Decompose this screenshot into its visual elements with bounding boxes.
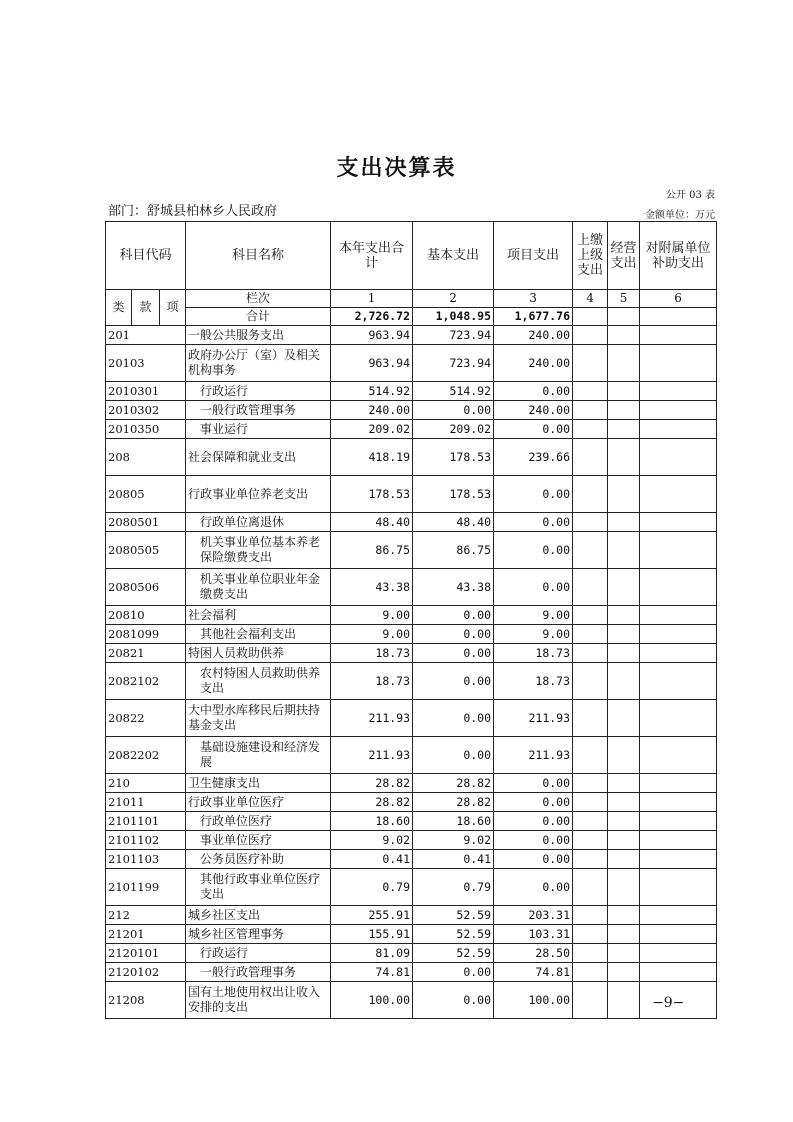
project-sum: 1,677.76 xyxy=(494,308,573,326)
row-code: 2010302 xyxy=(106,401,186,420)
column-index-row xyxy=(106,290,717,308)
row-total: 211.93 xyxy=(331,700,413,737)
table-row xyxy=(106,737,717,774)
row-basic: 178.53 xyxy=(413,439,494,476)
row-total: 514.92 xyxy=(331,382,413,401)
total-row xyxy=(106,308,717,326)
row-basic: 0.00 xyxy=(413,401,494,420)
row-code: 2101102 xyxy=(106,831,186,850)
header-subsidy: 对附属单位补助支出 xyxy=(640,222,717,290)
row-project: 0.00 xyxy=(494,774,573,793)
col-index-4: 4 xyxy=(573,290,608,308)
row-basic: 18.60 xyxy=(413,812,494,831)
row-code: 2101103 xyxy=(106,850,186,869)
row-total: 28.82 xyxy=(331,793,413,812)
row-code: 2010301 xyxy=(106,382,186,401)
row-project: 0.00 xyxy=(494,420,573,439)
row-name: 行政事业单位医疗 xyxy=(186,793,331,812)
row-basic: 0.00 xyxy=(413,982,494,1019)
row-code: 20810 xyxy=(106,606,186,625)
row-project: 240.00 xyxy=(494,326,573,345)
header-project: 项目支出 xyxy=(494,222,573,290)
row-name: 城乡社区支出 xyxy=(186,906,331,925)
row-basic: 86.75 xyxy=(413,532,494,569)
row-basic: 0.00 xyxy=(413,737,494,774)
row-code: 20103 xyxy=(106,345,186,382)
total-sum: 2,726.72 xyxy=(331,308,413,326)
row-name: 社会福利 xyxy=(186,606,331,625)
table-row xyxy=(106,963,717,982)
row-basic: 0.00 xyxy=(413,663,494,700)
table-row xyxy=(106,925,717,944)
row-project: 18.73 xyxy=(494,663,573,700)
row-basic: 0.00 xyxy=(413,963,494,982)
row-code: 2080506 xyxy=(106,569,186,606)
row-project: 240.00 xyxy=(494,345,573,382)
row-total: 178.53 xyxy=(331,476,413,513)
row-project: 0.00 xyxy=(494,850,573,869)
row-basic: 0.00 xyxy=(413,625,494,644)
row-total: 18.73 xyxy=(331,663,413,700)
row-total: 0.41 xyxy=(331,850,413,869)
row-code: 2080501 xyxy=(106,513,186,532)
col-index-3: 3 xyxy=(494,290,573,308)
table-row xyxy=(106,625,717,644)
table-row xyxy=(106,326,717,345)
table-row xyxy=(106,644,717,663)
unit-label: 金额单位：万元 xyxy=(645,210,715,221)
row-total: 18.60 xyxy=(331,812,413,831)
table-row xyxy=(106,532,717,569)
row-total: 9.02 xyxy=(331,831,413,850)
row-code: 201 xyxy=(106,326,186,345)
row-project: 211.93 xyxy=(494,737,573,774)
row-name: 事业运行 xyxy=(186,420,331,439)
table-row xyxy=(106,793,717,812)
row-total: 0.79 xyxy=(331,869,413,906)
row-code: 2120101 xyxy=(106,944,186,963)
row-project: 0.00 xyxy=(494,476,573,513)
table-row xyxy=(106,569,717,606)
row-total: 43.38 xyxy=(331,569,413,606)
row-project: 28.50 xyxy=(494,944,573,963)
row-name: 行政单位医疗 xyxy=(186,812,331,831)
row-project: 103.31 xyxy=(494,925,573,944)
row-project: 0.00 xyxy=(494,569,573,606)
row-basic: 52.59 xyxy=(413,944,494,963)
row-basic: 28.82 xyxy=(413,793,494,812)
header-business: 经营支出 xyxy=(608,222,640,290)
row-total: 18.73 xyxy=(331,644,413,663)
table-row xyxy=(106,345,717,382)
row-basic: 209.02 xyxy=(413,420,494,439)
row-project: 0.00 xyxy=(494,812,573,831)
col-index-1: 1 xyxy=(331,290,413,308)
row-basic: 0.41 xyxy=(413,850,494,869)
row-code: 2101199 xyxy=(106,869,186,906)
table-row xyxy=(106,982,717,1019)
row-project: 240.00 xyxy=(494,401,573,420)
table-row xyxy=(106,606,717,625)
total-label: 合计 xyxy=(186,308,331,326)
row-code: 20822 xyxy=(106,700,186,737)
row-project: 0.00 xyxy=(494,831,573,850)
row-name: 一般行政管理事务 xyxy=(186,963,331,982)
row-name: 机关事业单位基本养老保险缴费支出 xyxy=(186,532,331,569)
basic-sum: 1,048.95 xyxy=(413,308,494,326)
table-row xyxy=(106,420,717,439)
header-code: 科目代码 xyxy=(106,222,186,290)
row-basic: 723.94 xyxy=(413,345,494,382)
row-project: 0.00 xyxy=(494,382,573,401)
header-xiang: 项 xyxy=(160,290,186,326)
row-name: 一般行政管理事务 xyxy=(186,401,331,420)
row-name: 机关事业单位职业年金缴费支出 xyxy=(186,569,331,606)
row-basic: 48.40 xyxy=(413,513,494,532)
table-row xyxy=(106,439,717,476)
row-project: 9.00 xyxy=(494,606,573,625)
row-project: 0.00 xyxy=(494,513,573,532)
row-basic: 43.38 xyxy=(413,569,494,606)
row-name: 社会保障和就业支出 xyxy=(186,439,331,476)
row-total: 155.91 xyxy=(331,925,413,944)
row-basic: 9.02 xyxy=(413,831,494,850)
row-code: 212 xyxy=(106,906,186,925)
row-basic: 514.92 xyxy=(413,382,494,401)
row-code: 21208 xyxy=(106,982,186,1019)
table-row xyxy=(106,700,717,737)
row-total: 100.00 xyxy=(331,982,413,1019)
header-total: 本年支出合计 xyxy=(331,222,413,290)
col-index-6: 6 xyxy=(640,290,717,308)
row-project: 211.93 xyxy=(494,700,573,737)
row-code: 2010350 xyxy=(106,420,186,439)
header-row xyxy=(106,222,717,290)
row-code: 208 xyxy=(106,439,186,476)
row-name: 行政事业单位养老支出 xyxy=(186,476,331,513)
row-code: 20821 xyxy=(106,644,186,663)
row-name: 国有土地使用权出让收入安排的支出 xyxy=(186,982,331,1019)
table-row xyxy=(106,382,717,401)
row-code: 20805 xyxy=(106,476,186,513)
expenditure-table xyxy=(105,221,717,1019)
row-code: 21011 xyxy=(106,793,186,812)
row-project: 0.00 xyxy=(494,869,573,906)
row-name: 大中型水库移民后期扶持基金支出 xyxy=(186,700,331,737)
table-row xyxy=(106,774,717,793)
row-basic: 0.79 xyxy=(413,869,494,906)
row-total: 963.94 xyxy=(331,345,413,382)
row-code: 2080505 xyxy=(106,532,186,569)
table-id: 公开 03 表 xyxy=(665,190,715,201)
table-row xyxy=(106,476,717,513)
row-code: 210 xyxy=(106,774,186,793)
page-title: 支出决算表 xyxy=(336,155,457,181)
row-project: 100.00 xyxy=(494,982,573,1019)
row-basic: 0.00 xyxy=(413,700,494,737)
row-name: 事业单位医疗 xyxy=(186,831,331,850)
row-name: 行政运行 xyxy=(186,382,331,401)
row-project: 203.31 xyxy=(494,906,573,925)
page-number: −9− xyxy=(652,995,685,1011)
row-name: 一般公共服务支出 xyxy=(186,326,331,345)
row-project: 74.81 xyxy=(494,963,573,982)
row-total: 963.94 xyxy=(331,326,413,345)
row-name: 基础设施建设和经济发展 xyxy=(186,737,331,774)
row-total: 86.75 xyxy=(331,532,413,569)
row-basic: 28.82 xyxy=(413,774,494,793)
row-basic: 178.53 xyxy=(413,476,494,513)
table-row xyxy=(106,812,717,831)
table-row xyxy=(106,401,717,420)
table-row xyxy=(106,831,717,850)
row-total: 9.00 xyxy=(331,606,413,625)
header-lei: 类 xyxy=(106,290,132,326)
row-total: 211.93 xyxy=(331,737,413,774)
row-code: 2101101 xyxy=(106,812,186,831)
header-name: 科目名称 xyxy=(186,222,331,290)
table-row xyxy=(106,944,717,963)
row-name: 行政单位离退休 xyxy=(186,513,331,532)
row-project: 0.00 xyxy=(494,793,573,812)
header-kuan: 款 xyxy=(132,290,160,326)
row-basic: 723.94 xyxy=(413,326,494,345)
row-name: 其他社会福利支出 xyxy=(186,625,331,644)
col-index-2: 2 xyxy=(413,290,494,308)
row-name: 公务员医疗补助 xyxy=(186,850,331,869)
row-basic: 0.00 xyxy=(413,644,494,663)
row-code: 2081099 xyxy=(106,625,186,644)
header-basic: 基本支出 xyxy=(413,222,494,290)
row-total: 81.09 xyxy=(331,944,413,963)
table-row xyxy=(106,869,717,906)
table-row xyxy=(106,513,717,532)
row-project: 18.73 xyxy=(494,644,573,663)
row-total: 418.19 xyxy=(331,439,413,476)
row-total: 28.82 xyxy=(331,774,413,793)
row-project: 9.00 xyxy=(494,625,573,644)
department-label: 部门：舒城县柏林乡人民政府 xyxy=(108,204,278,219)
row-code: 2082202 xyxy=(106,737,186,774)
row-name: 卫生健康支出 xyxy=(186,774,331,793)
row-basic: 52.59 xyxy=(413,925,494,944)
row-project: 0.00 xyxy=(494,532,573,569)
col-index-5: 5 xyxy=(608,290,640,308)
header-lanci: 栏次 xyxy=(186,290,331,308)
header-upper: 上缴上级支出 xyxy=(573,222,608,290)
row-basic: 52.59 xyxy=(413,906,494,925)
row-total: 209.02 xyxy=(331,420,413,439)
row-total: 255.91 xyxy=(331,906,413,925)
row-code: 2120102 xyxy=(106,963,186,982)
row-name: 行政运行 xyxy=(186,944,331,963)
row-name: 特困人员救助供养 xyxy=(186,644,331,663)
row-total: 48.40 xyxy=(331,513,413,532)
row-total: 9.00 xyxy=(331,625,413,644)
row-basic: 0.00 xyxy=(413,606,494,625)
table-row xyxy=(106,850,717,869)
row-name: 其他行政事业单位医疗支出 xyxy=(186,869,331,906)
row-project: 239.66 xyxy=(494,439,573,476)
row-name: 政府办公厅（室）及相关机构事务 xyxy=(186,345,331,382)
row-total: 240.00 xyxy=(331,401,413,420)
row-code: 21201 xyxy=(106,925,186,944)
table-row xyxy=(106,663,717,700)
table-row xyxy=(106,906,717,925)
row-name: 城乡社区管理事务 xyxy=(186,925,331,944)
row-total: 74.81 xyxy=(331,963,413,982)
row-name: 农村特困人员救助供养支出 xyxy=(186,663,331,700)
row-code: 2082102 xyxy=(106,663,186,700)
